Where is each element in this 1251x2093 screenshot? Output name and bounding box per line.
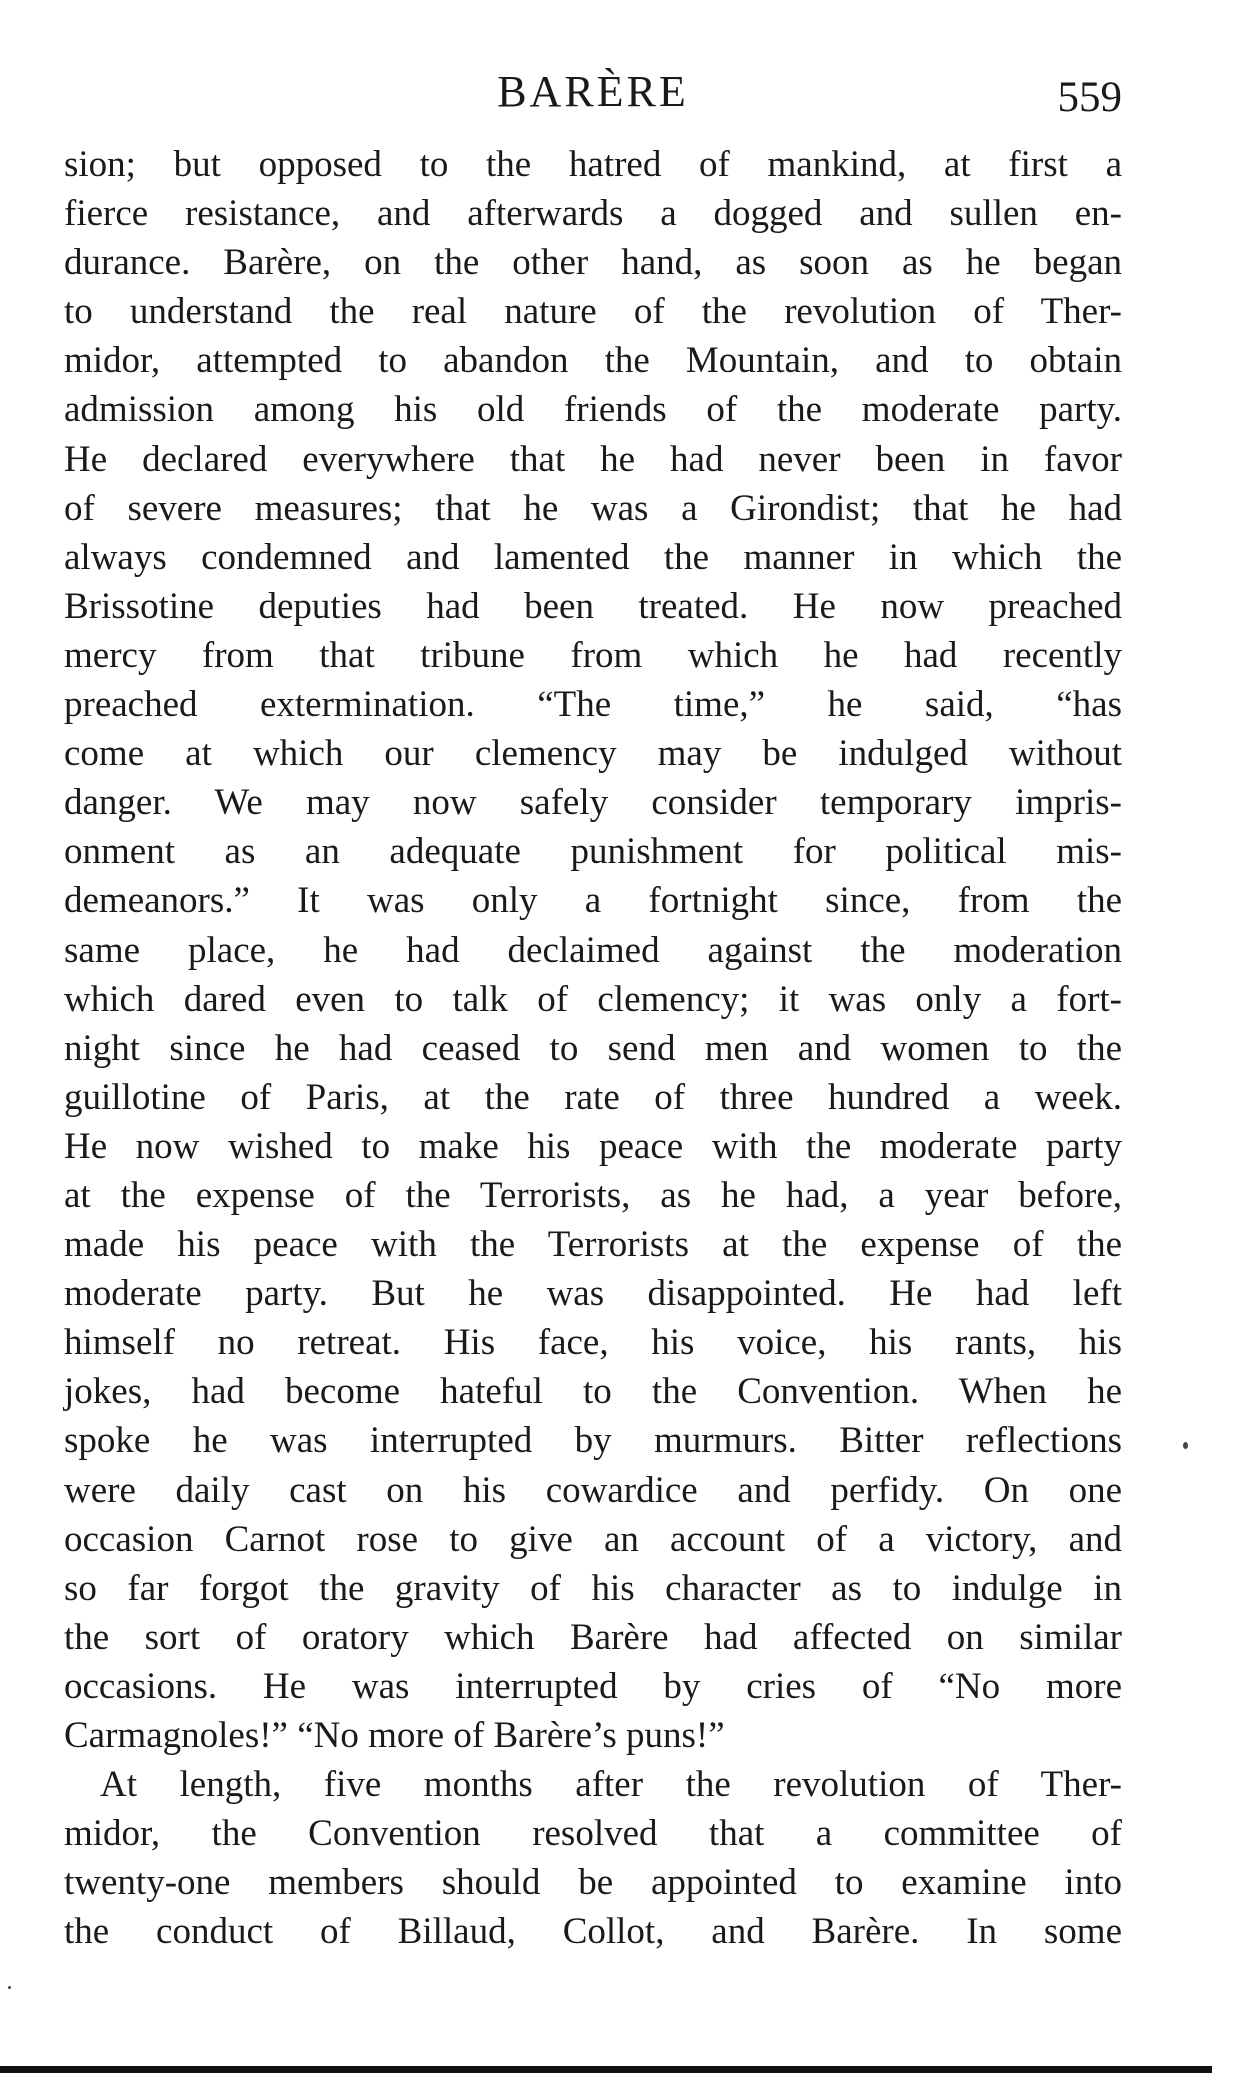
text-line: to understand the real nature of the revolution of Ther- bbox=[64, 291, 1122, 333]
text-line: onment as an adequate punishment for political mis- bbox=[64, 831, 1122, 873]
text-line: of severe measures; that he was a Girondist; that he had bbox=[64, 487, 1122, 529]
text-line: durance. Barère, on the other hand, as soon as he began bbox=[64, 242, 1122, 284]
text-line: were daily cast on his cowardice and perfidy. On one bbox=[64, 1469, 1122, 1511]
text-line: danger. We may now safely consider temporary impris- bbox=[64, 782, 1122, 824]
ink-speck bbox=[1183, 1442, 1188, 1449]
text-line: midor, attempted to abandon the Mountain, and to obtain bbox=[64, 340, 1122, 382]
text-line: so far forgot the gravity of his character as to indulge in bbox=[64, 1567, 1122, 1609]
text-line: fierce resistance, and afterwards a dogged and sullen en- bbox=[64, 193, 1122, 235]
text-line: admission among his old friends of the moderate party. bbox=[64, 389, 1122, 431]
text-line: the sort of oratory which Barère had affected on similar bbox=[64, 1616, 1122, 1658]
running-title: BARÈRE bbox=[497, 67, 689, 116]
text-line: He now wished to make his peace with the moderate party bbox=[64, 1125, 1122, 1167]
text-line: always condemned and lamented the manner in which the bbox=[64, 536, 1122, 578]
text-line: which dared even to talk of clemency; it was only a fort- bbox=[64, 978, 1122, 1020]
body-text bbox=[64, 140, 1122, 1956]
text-line: He declared everywhere that he had never been in favor bbox=[64, 438, 1122, 480]
paragraph-1 bbox=[64, 140, 1122, 1760]
text-line: made his peace with the Terrorists at the expense of the bbox=[64, 1224, 1122, 1266]
text-line: Carmagnoles!” “No more of Barère’s puns!” bbox=[64, 1715, 725, 1756]
text-line: same place, he had declaimed against the moderation bbox=[64, 929, 1122, 971]
text-line: sion; but opposed to the hatred of mankind, at first a bbox=[64, 144, 1122, 185]
page-number: 559 bbox=[1057, 74, 1122, 121]
page-header bbox=[64, 62, 1122, 122]
text-line: Brissotine deputies had been treated. He now preached bbox=[64, 585, 1122, 627]
bottom-rule bbox=[0, 2066, 1212, 2073]
text-line: moderate party. But he was disappointed. He had left bbox=[64, 1273, 1122, 1315]
paragraph-2 bbox=[64, 1760, 1122, 1956]
text-line: jokes, had become hateful to the Convention. When he bbox=[64, 1371, 1122, 1413]
text-line: demeanors.” It was only a fortnight since, from the bbox=[64, 880, 1122, 922]
text-line: occasions. He was interrupted by cries of “No more bbox=[64, 1665, 1122, 1707]
text-line: night since he had ceased to send men and women to the bbox=[64, 1027, 1122, 1069]
text-line: occasion Carnot rose to give an account of a victory, and bbox=[64, 1518, 1122, 1560]
text-line: spoke he was interrupted by murmurs. Bitter reflections bbox=[64, 1420, 1122, 1462]
text-line: preached extermination. “The time,” he said, “has bbox=[64, 684, 1122, 726]
ink-speck bbox=[8, 1986, 11, 1989]
text-line: guillotine of Paris, at the rate of three hundred a week. bbox=[64, 1076, 1122, 1118]
text-line: mercy from that tribune from which he had recently bbox=[64, 634, 1122, 676]
text-line: midor, the Convention resolved that a committee of bbox=[64, 1813, 1122, 1855]
text-line: At length, five months after the revolution of Ther- bbox=[100, 1764, 1122, 1806]
text-line: twenty-one members should be appointed to examine into bbox=[64, 1862, 1122, 1904]
text-line: come at which our clemency may be indulged without bbox=[64, 733, 1122, 775]
text-line: at the expense of the Terrorists, as he had, a year before, bbox=[64, 1174, 1122, 1216]
text-line: himself no retreat. His face, his voice, his rants, his bbox=[64, 1322, 1122, 1364]
text-line: the conduct of Billaud, Collot, and Barère. In some bbox=[64, 1911, 1122, 1953]
